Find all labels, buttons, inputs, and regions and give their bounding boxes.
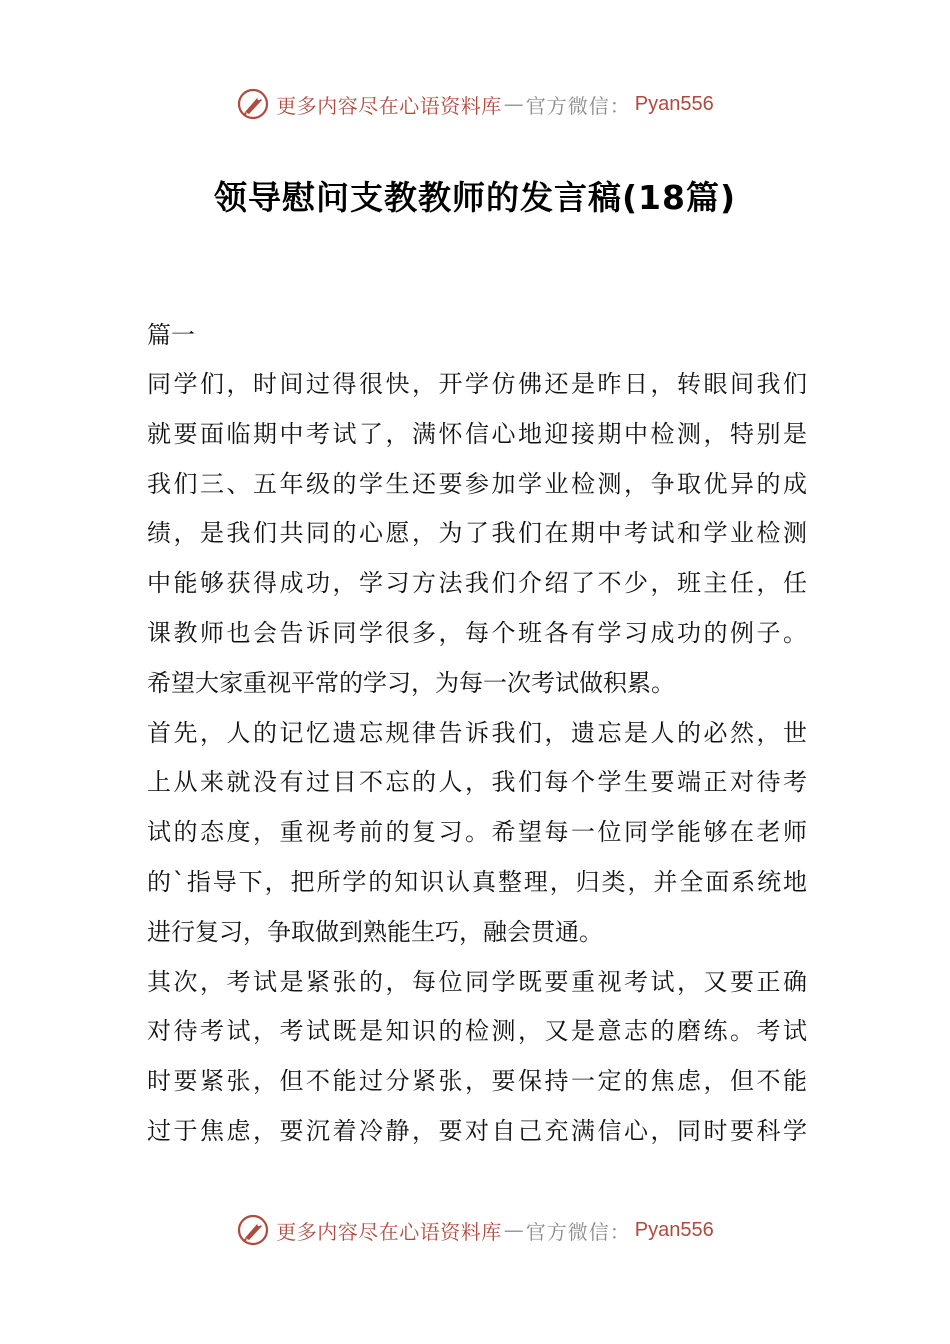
footer-banner — [0, 1208, 950, 1252]
banner-separator: — — [503, 92, 524, 116]
banner-main-text: 更多内容尽在心语资料库 — [276, 1219, 502, 1244]
header-banner — [0, 82, 950, 126]
section-label: 篇一 — [147, 321, 195, 349]
banner-main-text: 更多内容尽在心语资料库 — [276, 93, 502, 118]
text-line: 绩，是我们共同的心愿，为了我们在期中考试和学业检测 — [147, 519, 807, 548]
banner-wechat-id: Pyan556 — [634, 1218, 714, 1241]
text-line: 上从来就没有过目不忘的人，我们每个学生要端正对待考 — [147, 768, 807, 797]
text-line: 试的态度，重视考前的复习。希望每一位同学能够在老师 — [147, 818, 807, 847]
pen-logo-icon — [236, 1213, 270, 1247]
banner-official-label: 官方微信： — [525, 93, 631, 118]
banner-separator: — — [503, 1218, 524, 1242]
pen-logo-icon — [236, 87, 270, 121]
document-title: 领导慰问支教教师的发言稿(18篇) — [213, 178, 737, 217]
text-line: 进行复习，争取做到熟能生巧，融会贯通。 — [147, 917, 603, 946]
text-line: 其次，考试是紧张的，每位同学既要重视考试，又要正确 — [147, 967, 807, 996]
text-line: 过于焦虑，要沉着冷静，要对自己充满信心，同时要科学 — [147, 1116, 807, 1145]
text-line: 的`指导下，把所学的知识认真整理，归类，并全面系统地 — [147, 867, 807, 896]
document-body — [147, 310, 807, 1157]
text-line: 首先，人的记忆遗忘规律告诉我们，遗忘是人的必然，世 — [147, 718, 807, 747]
text-line: 中能够获得成功，学习方法我们介绍了不少，班主任，任 — [147, 569, 807, 598]
text-line: 时要紧张，但不能过分紧张，要保持一定的焦虑，但不能 — [147, 1067, 807, 1096]
text-line: 课教师也会告诉同学很多，每个班各有学习成功的例子。 — [147, 618, 807, 647]
text-line: 同学们，时间过得很快，开学仿佛还是昨日，转眼间我们 — [147, 370, 807, 398]
banner-wechat-id: Pyan556 — [634, 92, 714, 115]
text-line: 希望大家重视平常的学习，为每一次考试做积累。 — [147, 668, 675, 697]
text-line: 我们三、五年级的学生还要参加学业检测，争取优异的成 — [147, 469, 807, 498]
text-line: 就要面临期中考试了，满怀信心地迎接期中检测，特别是 — [147, 419, 807, 448]
banner-official-label: 官方微信： — [525, 1219, 631, 1244]
text-line: 对待考试，考试既是知识的检测，又是意志的磨练。考试 — [147, 1017, 807, 1046]
